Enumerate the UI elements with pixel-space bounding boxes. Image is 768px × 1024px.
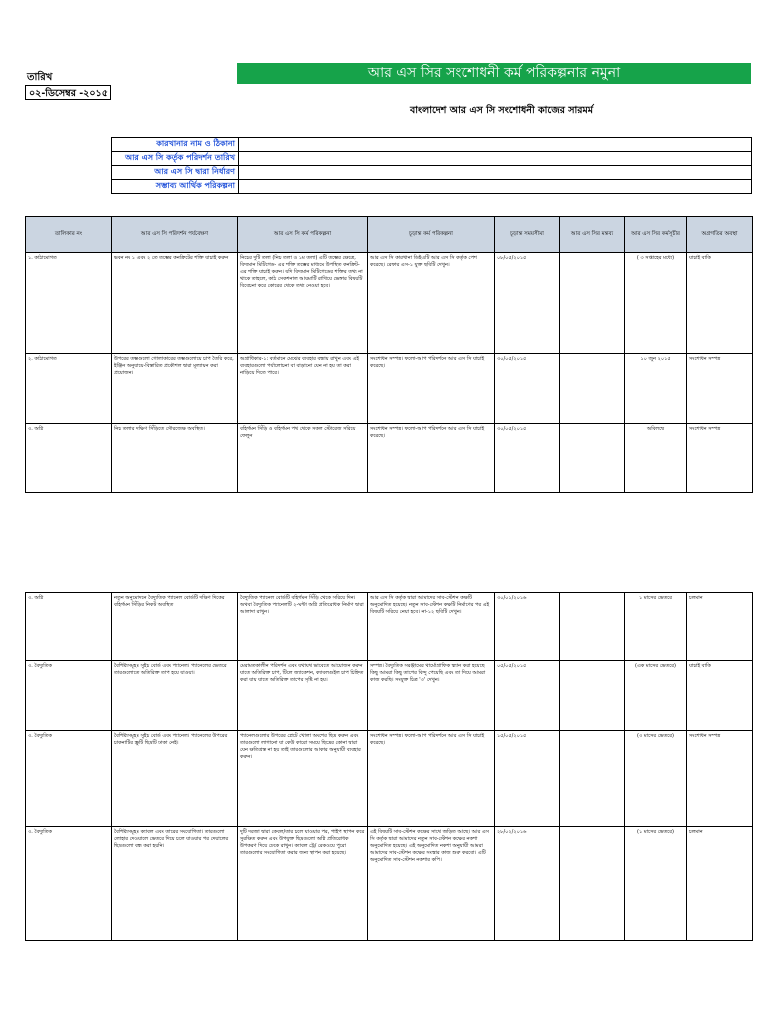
cell-deadline: ৩০/০৫/২০১৫: [495, 424, 560, 493]
table-row: [26, 253, 753, 354]
table-row: [26, 827, 753, 941]
action-plan-table-part1: [25, 216, 753, 493]
info-label: কারখানার নাম ও ঠিকানা: [112, 138, 239, 152]
cell-no: ২. কাঠামোগত: [26, 354, 112, 424]
cell-rsc-plan: নিচের দুটি তলা (নিচ তলা ও ১ম তলা) এটি তম্ভের ক্ষেত্রে, বিদ্যমান মিটিগেড- এর শক্তি তম্ভের মাধ্যমে উপস্থিত কনক্রিট-এর শক্তি যাচাই করুন। যদি বিদ্যমান মিটিগেডের শক্তির তথ্য না থাকে তাহলে, কাঠ সেকশনাল আয়মার্টি রাখিয়ে ভেঙ্গার বিষয়টি বিবেচনা করে কোরের থেকে তথ্য নেওয়া হবে।: [238, 253, 368, 354]
info-value: [239, 138, 752, 152]
cell-status: চলমান: [687, 827, 753, 941]
cell-status: সংশোধন সম্পন্ন: [687, 354, 753, 424]
cell-status: চলমান: [687, 593, 753, 661]
info-row: [112, 166, 752, 180]
col-header-observation: আর এস সি পরিদর্শন পর্যবেক্ষণ: [112, 217, 238, 253]
action-plan-table-part2: [25, 592, 753, 941]
table-header-row: [26, 217, 753, 253]
cell-final-plan: আর এস সি কর্তৃক দ্বারা আমাদের সাব-স্টেশন কক্ষটি অনুমোদিত হয়েছে। নতুন সাব-স্টেশন কক্ষটি নির্মাণের পর এই বিষয়টি সরিয়ে নেয়া হবে। না-১২ ছবিটি দেখুন।: [368, 593, 495, 661]
cell-observation: ভবন নং ১ এবং ২ তে তম্ভের কনক্রিটের শক্তি যাচাই করুন: [112, 253, 238, 354]
cell-no: ৩. অগ্নি: [26, 424, 112, 493]
cell-no: ৩. বৈদ্যুতিক: [26, 731, 112, 827]
page-subtitle: বাংলাদেশ আর এস সি সংশোধনী কাজের সারমর্ম: [410, 105, 594, 116]
cell-observation: বৈশিষ্ট্যসমূহঃ ক্যাবল এবং তারের সংযোগিতা। তারগুলো লোহার দেওয়ালে ভেতরে দিয়ে চলে যাওয়ার পর দেয়ালের ছিদ্রগুলো বন্ধ করা হয়নি।: [112, 827, 238, 941]
cell-rsc-comment: [560, 424, 625, 493]
col-header-rsc-comment: আর এস সির মন্তব্য: [560, 217, 625, 253]
cell-observation: বৈশিষ্ট্যসমূহঃ সুইচ বোর্ড এবং প্যানেল। প্যানেলের উপরের চাকনাটির স্ক্রুটি ছিদ্রটি ঢাকা নেই।: [112, 731, 238, 827]
cell-rsc-schedule: ( ৩ সপ্তাহের মধ্যে): [625, 253, 687, 354]
col-header-status: অগ্রগতির অবস্থা: [687, 217, 753, 253]
info-value: [239, 152, 752, 166]
page-title: আর এস সির সংশোধনী কর্ম পরিকল্পনার নমুনা: [237, 63, 751, 84]
cell-deadline: ২৮/০২/২০১৬: [495, 827, 560, 941]
cell-rsc-schedule: ১০ জুন ২০১৫: [625, 354, 687, 424]
table-row: [26, 424, 753, 493]
cell-final-plan: সংশোধন সম্পন্ন। ফলো-আপ পরিদর্শনে আর এস সি যাচাই করেছে।: [368, 731, 495, 827]
cell-rsc-comment: [560, 731, 625, 827]
cell-deadline: ৩০/০৫/২০১৫: [495, 354, 560, 424]
info-value: [239, 166, 752, 180]
col-header-rsc-schedule: আর এস সির কর্মসূচীর: [625, 217, 687, 253]
cell-status: সংশোধন সম্পন্ন: [687, 424, 753, 493]
info-row: [112, 138, 752, 152]
col-header-deadline: চূড়ান্ত সময়সীমা: [495, 217, 560, 253]
table-row: [26, 593, 753, 661]
cell-rsc-comment: [560, 354, 625, 424]
info-label: আর এস সি কর্তৃক পরিদর্শন তারিখ: [112, 152, 239, 166]
cell-observation: উপরের তম্ভগুলো গোলাকারের তম্ভগুলোয়ে চাপ তৈরি করে, ইঞ্জিন অনুযায়ে-বিস্তারিত প্রকৌশল দ্বারা মূল্যায়ন করা প্রয়োজন।: [112, 354, 238, 424]
info-row: [112, 180, 752, 194]
cell-deadline: ০৫/০৫/২০১৫: [495, 661, 560, 731]
cell-final-plan: সম্পন্ন। বৈদ্যুতিক সরঞ্জামের থার্মোগ্রাফিক স্ক্যান করা হয়েছে কিছু আমরা কিছু তাপের বিন্দু পেয়েছি এবং তা দিয়ে আমরা কাজ করছি। সংযুক্ত চিত্র '৩' দেখুন।: [368, 661, 495, 731]
cell-rsc-comment: [560, 827, 625, 941]
info-label: আর এস সি দ্বারা নির্ধারণ: [112, 166, 239, 180]
cell-rsc-plan: বহির্গমন সিঁড়ি ও বহির্গমন পথ থেকে সকল স্টোরেজ সরিয়ে ফেলুন: [238, 424, 368, 493]
cell-rsc-plan: দুটি দরজা দ্বারা কেবল/তার চলে যাওয়ার পর, পাইপ স্থাপন করে সুরক্ষিত করুন এবং উপযুক্ত ছিদ্রগুলো অগ্নি প্রতিরোধক উপকরণ দিয়ে ঢেকে রাখুন। ক্যাবল ট্রে/ রেকওয়ে পুরো তারগুলোর সংযোগিতা করার জন্য স্থাপন করা হয়েছে।: [238, 827, 368, 941]
table-row: [26, 354, 753, 424]
cell-no: ৩. বৈদ্যুতিক: [26, 661, 112, 731]
cell-no: ১. কাঠামোগত: [26, 253, 112, 354]
col-header-no: তালিকার নং: [26, 217, 112, 253]
info-value: [239, 180, 752, 194]
cell-final-plan: সংশোধন সম্পন্ন। ফলো-আপ পরিদর্শনে আর এস সি যাচাই করেছে।: [368, 424, 495, 493]
cell-rsc-comment: [560, 661, 625, 731]
cell-deadline: ১৫/০৫/২০১৫: [495, 731, 560, 827]
cell-no: ৩. অগ্নি: [26, 593, 112, 661]
cell-no: ৩. বৈদ্যুতিক: [26, 827, 112, 941]
cell-observation: নিচ তলার দক্ষিণ সিঁড়িতে সৌরজেক্ষ অবস্থিত।: [112, 424, 238, 493]
cell-observation: বৈশিষ্ট্যসমূহঃ সুইচ বোর্ড এবং প্যানেল। প্যানেলের ভেতরে তারগুলোতে অতিরিক্ত তাপ হয়ে যাওয়া।: [112, 661, 238, 731]
cell-status: যাচাই বাকি: [687, 253, 753, 354]
cell-rsc-comment: [560, 593, 625, 661]
cell-deadline: ৩০/০১/২০১৬: [495, 593, 560, 661]
cell-rsc-comment: [560, 253, 625, 354]
factory-info-table: [111, 137, 752, 194]
cell-rsc-plan: অগ্রাধিকার-১: বর্তমানে মেঝের ব্যবহার বন্ধায় রাখুন এবং এই ব্যবহারগুলো পর্যালোচনা বা বাড়ানো যেন না হয় তা করা নাড়িয়ে দিতে পারে।: [238, 354, 368, 424]
cell-rsc-plan: বৈদ্যুতিক প্যানেল বোর্ডটি বহির্গমন সিঁড়ি থেকে সরিয়ে দিন। অথবা বৈদ্যুতিক প্যানেলটি ২-ঘন্টা অগ্নি প্রতিরোধক নির্মাণ দ্বারা আলাদা রাখুন।: [238, 593, 368, 661]
cell-status: সংশোধন সম্পন্ন: [687, 731, 753, 827]
date-label: তারিখ: [27, 72, 53, 83]
cell-rsc-schedule: (এক মাসের ভেতরে): [625, 661, 687, 731]
cell-rsc-plan: প্যানেলগুলোর উপরের প্লেটে খোলা অংশের ছিদ্র করুন এবং তারগুলো লাগানো যা কেউ কারো সময়ে ছিদ্রের কোনা দ্বারা যেন ক্ষতিগ্রস্ত না হয় তাই তারগুলোর আকার অনুযায়ী ব্যবহার করুন।: [238, 731, 368, 827]
cell-rsc-plan: মেরামতকালীন পরিদর্শন এবং যথাযথ ভাবেতে আয়োজন করুন যাতে অতিরিক্ত চাপ, টিলে জ্যাকেশন, ক্যাবলগুইল চাপ চিহ্নিত করা যায় যাতে অতিরিক্ত তাপের সৃষ্টি না হয়।: [238, 661, 368, 731]
info-label: সম্ভাব্য আর্থিক পরিকল্পনা: [112, 180, 239, 194]
col-header-final-plan: চূড়ান্ত কর্ম পরিকল্পনা: [368, 217, 495, 253]
cell-final-plan: সংশোধন সম্পন্ন। ফলো-আপ পরিদর্শনে আর এস সি যাচাই করেছে।: [368, 354, 495, 424]
table-row: [26, 731, 753, 827]
cell-rsc-schedule: ১ মাসের ভেতরে: [625, 593, 687, 661]
cell-final-plan: আর এস সি কারখানা ডিইএটি আর এস সি কর্তৃক পেশ করেছে। রেফার এস-১ যুক্ত ছবিটি দেখুন।: [368, 253, 495, 354]
cell-status: যাচাই বাকি: [687, 661, 753, 731]
cell-deadline: ০৮/০৫/২০১৫: [495, 253, 560, 354]
col-header-rsc-plan: আর এস সি কর্ম পরিকল্পনা: [238, 217, 368, 253]
table-row: [26, 661, 753, 731]
info-row: [112, 152, 752, 166]
cell-rsc-schedule: অবিলম্বে: [625, 424, 687, 493]
cell-rsc-schedule: (৩ মাসের ভেতরে): [625, 731, 687, 827]
cell-final-plan: এই বিষয়টি সাব-স্টেশন কক্ষের সাথে জড়িত আছে। আর এস সি কর্তৃক দ্বারা আমাদের নতুন সাব-স্টেশন কক্ষের নকশা অনুমোদিত হয়েছে। এই অনুমোদিত নকশা অনুযায়ী আমরা আমাদের সাব-স্টেশন কক্ষের সংস্কার কাজ শুরু করবো। এটি অনুমোদিত সাব-স্টেশন নকশার কপি।: [368, 827, 495, 941]
cell-observation: নতুন অনুমোদনে বৈদ্যুতিক প্যানেল বোর্ডটি দক্ষিণ দিকের বহির্গমন সিঁড়ির নিকট অবস্থিত: [112, 593, 238, 661]
cell-rsc-schedule: (১ মাসের ভেতরে): [625, 827, 687, 941]
date-value: ০২-ডিসেম্বর -২০১৫: [25, 85, 111, 100]
